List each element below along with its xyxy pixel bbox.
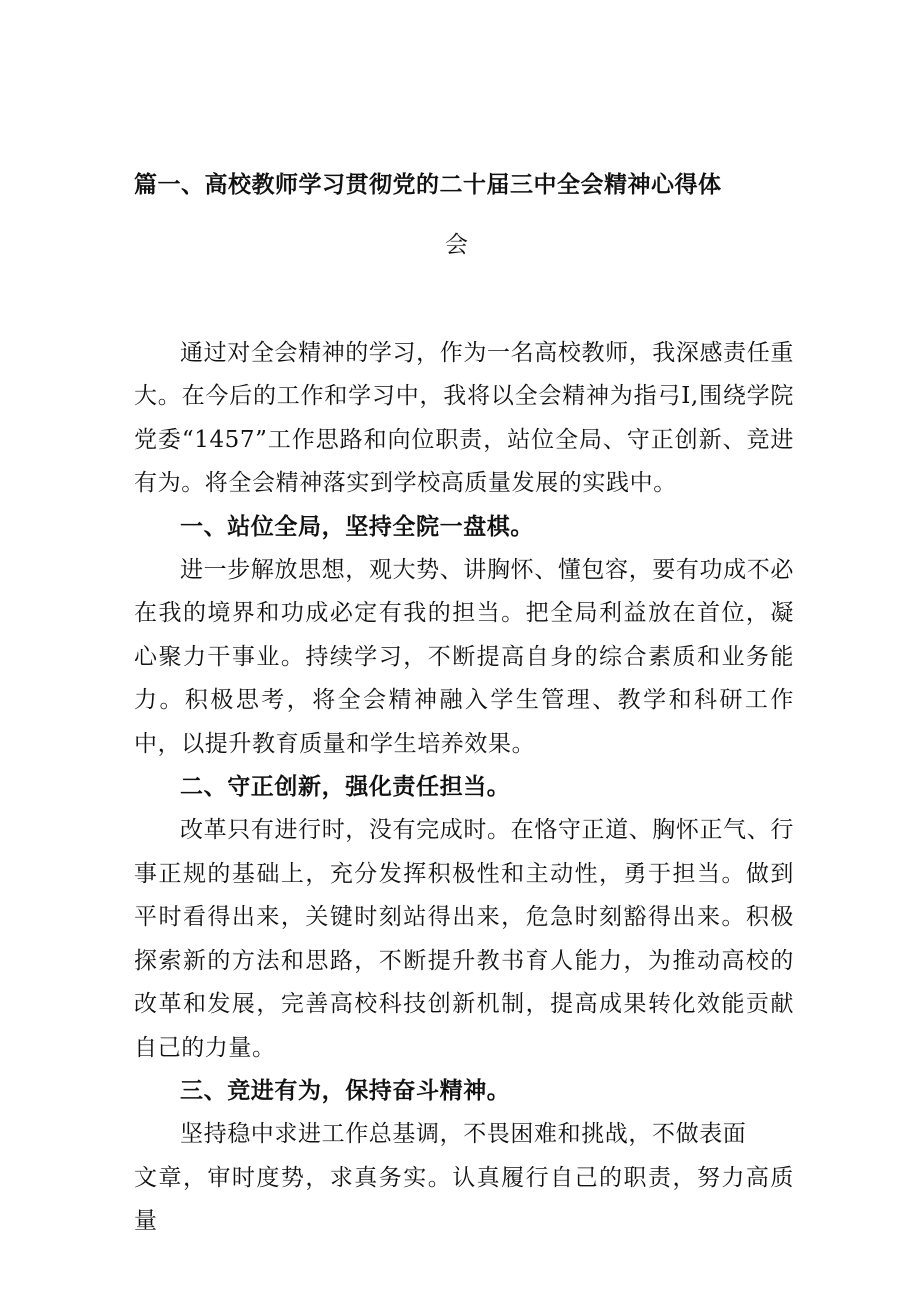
section-3-paragraph-line2: 文章，审时度势，求真务实。认真履行自己的职责，努力高质量 — [134, 1164, 794, 1235]
section-2-heading: 二、守正创新，强化责任担当。 — [180, 774, 511, 801]
section-3-paragraph-line1: 坚持稳中求进工作总基调，不畏困难和挑战，不做表面 — [180, 1121, 747, 1148]
document-title: 篇一、高校教师学习贯彻党的二十届三中全会精神心得体 — [134, 172, 722, 198]
document-title-continuation: 会 — [445, 232, 468, 258]
section-3-heading: 三、竞进有为，保持奋斗精神。 — [180, 1077, 511, 1104]
document-body — [134, 332, 794, 1244]
section-1-heading: 一、站位全局，坚持全院一盘棋。 — [180, 513, 534, 540]
section-1-paragraph: 进一步解放思想，观大势、讲胸怀、懂包容，要有功成不必在我的境界和功成必定有我的担当。把全局利益放在首位，凝心聚力干事业。持续学习，不断提高自身的综合素质和业务能力。积极思考，将全会精神融入学生管理、教学和科研工作中，以提升教育质量和学生培养效果。 — [134, 557, 794, 757]
intro-paragraph: 通过对全会精神的学习，作为一名高校教师，我深感责任重大。在今后的工作和学习中，我将以全会精神为指弓I,围绕学院党委“1457”工作思路和向位职责，站位全局、守正创新、竞进有为。将全会精神落实到学校高质量发展的实践中。 — [134, 340, 794, 497]
section-2-paragraph: 改革只有进行时，没有完成时。在恪守正道、胸怀正气、行事正规的基础上，充分发挥积极性和主动性，勇于担当。做到平时看得出来，关键时刻站得出来，危急时刻豁得出来。积极探索新的方法和思路，不断提升教书育人能力，为推动高校的改革和发展，完善高校科技创新机制，提高成果转化效能贡献自己的力量。 — [134, 817, 794, 1061]
